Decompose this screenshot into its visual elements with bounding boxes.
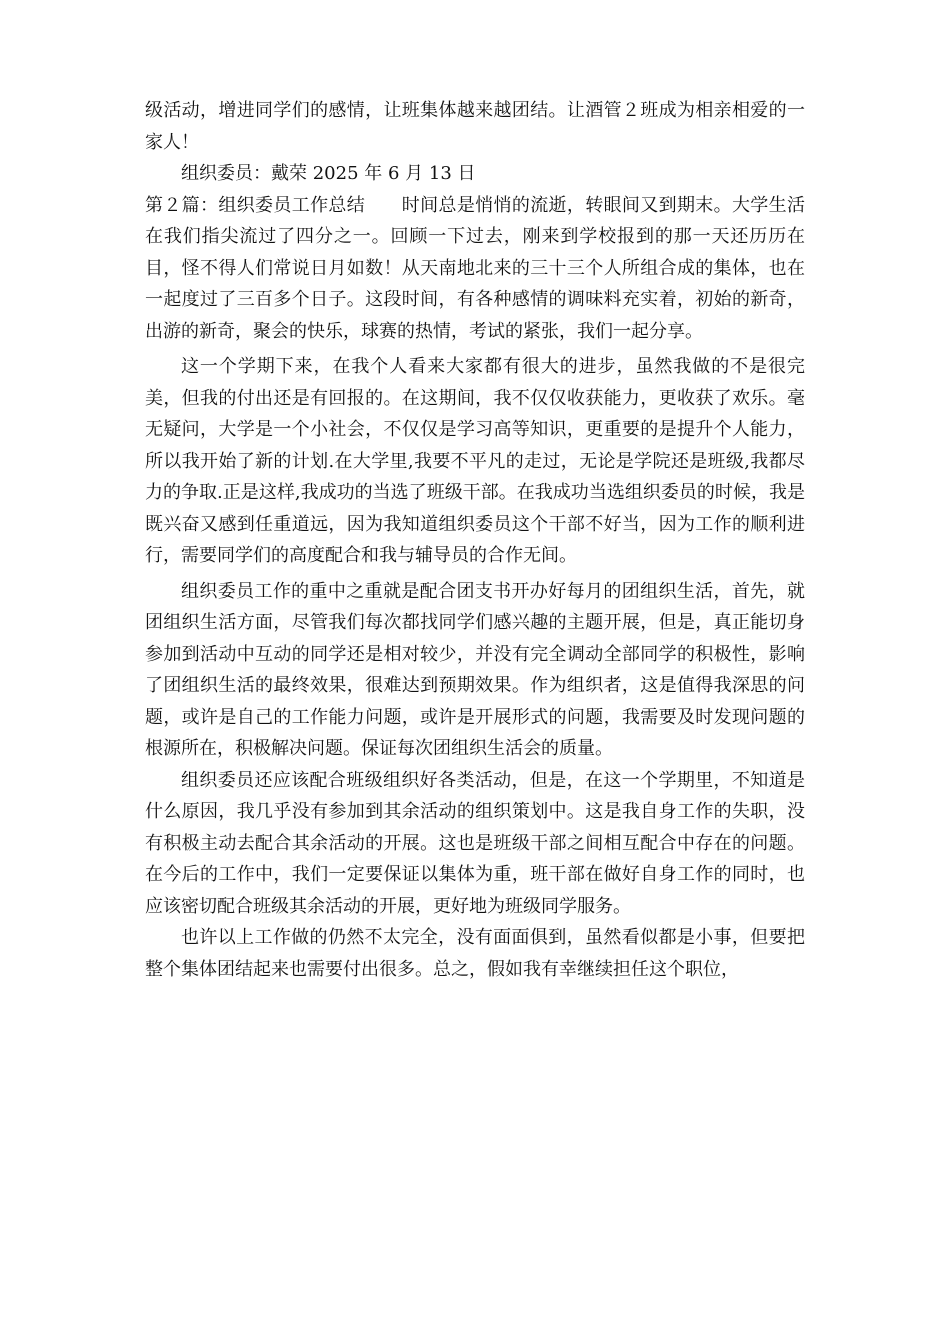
paragraph-class-activities: 组织委员还应该配合班级组织好各类活动，但是，在这一个学期里，不知道是什么原因，我几乎没有参加到其余活动的组织策划中。这是我自身工作的失职，没有积极主动去配合其余活动的开展。这也是班级干部之间相互配合中存在的问题。在今后的工作中，我们一定要保证以集体为重，班干部在做好自身工作的同时，也应该密切配合班级其余活动的开展，更好地为班级同学服务。 [145,769,805,917]
paragraph-league-activities: 组织委员工作的重中之重就是配合团支书开办好每月的团组织生活，首先，就团组织生活方面，尽管我们每次都找同学们感兴趣的主题开展，但是，真正能切身参加到活动中互动的同学还是相对较少，并没有完全调动全部同学的积极性，影响了团组织生活的最终效果，很难达到预期效果。作为组织者，这是值得我深思的问题，或许是自己的工作能力问题，或许是开展形式的问题，我需要及时发现问题的根源所在，积极解决问题。保证每次团组织生活会的质量。 [145,580,805,759]
paragraph-signature: 组织委员：戴荣 2025 年 6 月 13 日 [181,163,476,184]
paragraph-closing-line: 级活动，增进同学们的感情，让班集体越来越团结。让酒管２班成为相亲相爱的一家人！ [145,100,805,153]
paragraph-progress: 这一个学期下来，在我个人看来大家都有很大的进步，虽然我做的不是很完美，但我的付出还是有回报的。在这期间，我不仅仅收获能力，更收获了欢乐。毫无疑问，大学是一个小社会，不仅仅是学习高等知识，更重要的是提升个人能力，所以我开始了新的计划.在大学里,我要不平凡的走过，无论是学院还是班级,我都尽力的争取.正是这样,我成功的当选了班级干部。在我成功当选组织委员的时候，我是既兴奋又感到任重道远，因为我知道组织委员这个干部不好当，因为工作的顺利进行，需要同学们的高度配合和我与辅导员的合作无间。 [145,356,805,566]
document-page [145,95,805,985]
paragraph-section-two-intro: 第２篇：组织委员工作总结 时间总是悄悄的流逝，转眼间又到期末。大学生活在我们指尖流过了四分之一。回顾一下过去，刚来到学校报到的那一天还历历在目，怪不得人们常说日月如数！从天南地北来的三十三个人所组合成的集体，也在一起度过了三百多个日子。这段时间，有各种感情的调味料充实着，初始的新奇，出游的新奇，聚会的快乐，球赛的热情，考试的紧张，我们一起分享。 [145,194,805,342]
paragraph-conclusion: 也许以上工作做的仍然不太完全，没有面面俱到，虽然看似都是小事，但要把整个集体团结起来也需要付出很多。总之，假如我有幸继续担任这个职位， [145,927,805,980]
